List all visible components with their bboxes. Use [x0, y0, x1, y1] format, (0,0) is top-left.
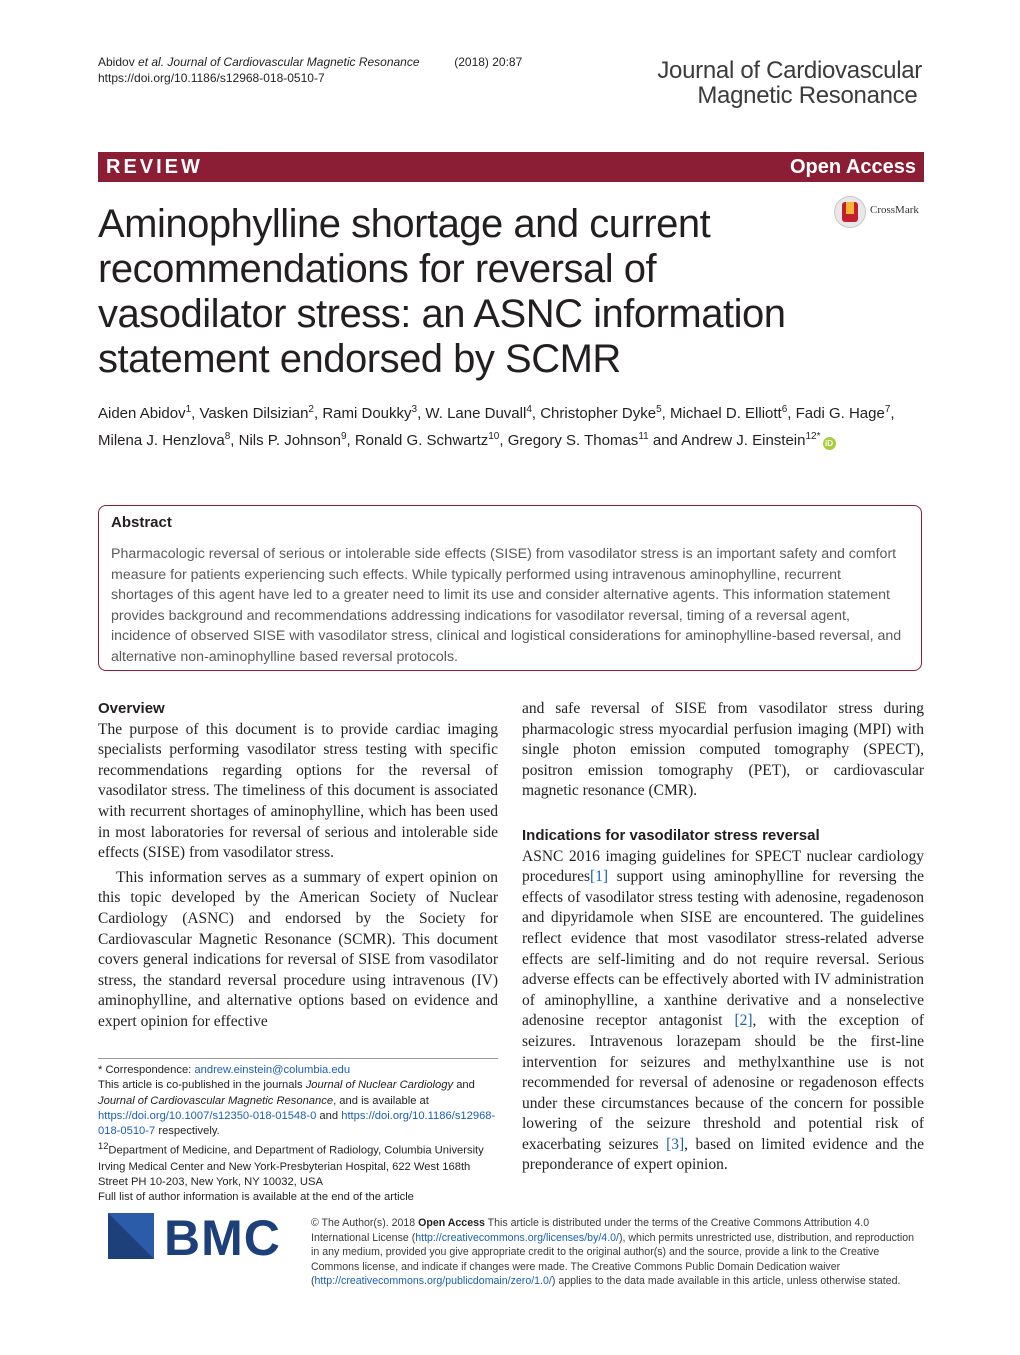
overview-heading: Overview [98, 700, 165, 717]
author-separator: , [531, 405, 541, 422]
author-affiliation-sup: 6 [781, 404, 788, 415]
copub-text-2: and [453, 1079, 475, 1092]
author-name: Vasken Dilsizian [199, 405, 309, 422]
author-separator: , [191, 405, 200, 422]
copub-text-1: This article is co-published in the journals [98, 1079, 306, 1092]
copub-link-2[interactable]: https://doi.org/10.1186/s12968-018-0510-7 [98, 1109, 496, 1138]
bmc-logo-icon [108, 1213, 154, 1259]
author-name: Rami Doukky [322, 405, 412, 422]
overview-paragraph-1: The purpose of this document is to provide cardiac imaging specialists performing vasodilator stress testing with specific recommendations regarding options for the reversal of vasodilator stress. The timeliness of this document is associated with recurrent shortages of aminophylline, which has been used in most laboratories for reversal of serious and intolerable side effects (SISE) from vasodilator stress. [98, 720, 498, 862]
journal-logo-line1: Journal of Cardiovascular [657, 57, 922, 84]
author-separator: , [890, 405, 895, 422]
copublication-note [98, 1078, 498, 1139]
license-open-access: Open Access [418, 1217, 485, 1229]
license-link-cc0[interactable]: http://creativecommons.org/publicdomain/zero/1.0/ [314, 1275, 552, 1287]
copub-text-4: and [316, 1109, 342, 1122]
indications-text-d: , based on limited evidence and the preponderance of expert opinion. [522, 1135, 925, 1174]
indications-text-c: , with the exception of seizures. Intravenous lorazepam should be the first-line intervention for seizures and methylxanthine use is not recommended for reversal of adenosine or regadenoson effects under these circumstances because of the concern for possible lowering of the seizure threshold and potential risk of exacerbating seizures [522, 1012, 925, 1153]
author-list [98, 398, 924, 452]
author-separator: , [313, 405, 323, 422]
author-affiliation-sup: 12* [805, 431, 821, 442]
article-type-banner [98, 152, 924, 182]
header-year-volume: (2018) 20:87 [454, 55, 523, 69]
author-separator: , [417, 405, 426, 422]
copub-journal-2: Journal of Cardiovascular Magnetic Resonance [98, 1094, 334, 1107]
author-name: Nils P. Johnson [238, 432, 341, 449]
license-text-1: This article is distributed under the terms of the Creative Commons Attribution 4.0 International License ( [311, 1217, 870, 1244]
correspondence-label: * Correspondence: [98, 1064, 195, 1076]
journal-logo-line2: Magnetic Resonance [697, 82, 918, 109]
open-access-label: Open Access [790, 156, 916, 178]
correspondence-email[interactable]: andrew.einstein@columbia.edu [194, 1064, 351, 1076]
author-affiliation-sup: 9 [340, 431, 347, 442]
author-name: Gregory S. Thomas [507, 432, 639, 449]
citation-3[interactable]: [3] [666, 1135, 685, 1153]
author-name: W. Lane Duvall [425, 405, 527, 422]
author-name: Andrew J. Einstein [681, 432, 806, 449]
author-affiliation-sup: 1 [185, 404, 192, 415]
author-affiliation-sup: 7 [884, 404, 891, 415]
indications-text-b: support using aminophylline for reversing the effects of vasodilator stress testing with adenosine, regadenoson and dipyridamole when SISE are encountered. The guidelines reflect evidence that most vasodilator stress-related adverse effects are self-limiting and do not require reversal. Serious adverse effects can be effectively aborted with IV administration of aminophylline, a xanthine derivative and a nonselective adenosine receptor antagonist [522, 868, 924, 1030]
right-column [522, 699, 924, 1176]
license-text-2: ), which permits unrestricted use, distribution, and reproduction in any medium, provided you give appropriate credit to the original author(s) and the source, provide a link to the Creative Commons license, and indicate if changes were made. The Creative Commons Public Domain Dedication waiver ( [311, 1231, 914, 1287]
author-name: Christopher Dyke [540, 405, 657, 422]
header-authors: Abidov [98, 55, 139, 69]
affiliation [98, 1139, 498, 1190]
copub-text-3: , and is available at [333, 1094, 429, 1107]
author-name: Michael D. Elliott [670, 405, 782, 422]
author-affiliation-sup: 8 [224, 431, 231, 442]
author-affiliation-sup: 4 [526, 404, 532, 415]
abstract-heading: Abstract [111, 514, 172, 531]
header-journal: Journal of Cardiovascular Magnetic Resonance [167, 55, 420, 69]
author-affiliation-sup: 2 [308, 404, 314, 415]
crossmark-icon [834, 196, 866, 228]
author-separator: and [648, 432, 682, 449]
abstract-box [98, 505, 922, 671]
author-separator: , [787, 405, 796, 422]
license-link-cc-by[interactable]: http://creativecommons.org/licenses/by/4.0/ [415, 1231, 619, 1244]
author-affiliation-sup: 5 [656, 404, 662, 415]
author-affiliation-sup: 11 [638, 431, 649, 442]
author-info-note: Full list of author information is available at the end of the article [98, 1191, 414, 1204]
affiliation-text: Department of Medicine, and Department of Radiology, Columbia University Irving Medical Center and New York-Presbyterian Hospital, 622 West 168th Street PH 10-203, New York, NY 10032, USA [98, 1145, 484, 1188]
overview-paragraph-continued: and safe reversal of SISE from vasodilator stress during pharmacologic stress myocardial perfusion imaging (MPI) with single photon emission computed tomography (SPECT), positron emission tomography (PET), or cardiovascular magnetic resonance (CMR). [522, 700, 924, 800]
author-name: Milena J. Henzlova [98, 432, 225, 449]
footnote-divider [98, 1058, 498, 1059]
header-et-al: et al. [138, 55, 165, 69]
crossmark-label: CrossMark [870, 204, 919, 216]
license-copyright: © The Author(s). 2018 [311, 1217, 419, 1229]
correspondence [98, 1063, 498, 1078]
journal-logo [657, 58, 922, 108]
license-text-3: ) applies to the data made available in this article, unless otherwise stated. [551, 1275, 901, 1287]
affiliation-number: 12 [98, 1141, 109, 1152]
license-notice [311, 1216, 923, 1289]
author-separator: , [346, 432, 355, 449]
copub-journal-1: Journal of Nuclear Cardiology [305, 1079, 454, 1092]
article-type: REVIEW [106, 156, 203, 178]
citation-2[interactable]: [2] [734, 1012, 753, 1030]
indications-heading: Indications for vasodilator stress reversal [522, 826, 820, 844]
copub-text-5: respectively. [155, 1125, 220, 1138]
article-title: Aminophylline shortage and current recommendations for reversal of vasodilator stress: an ASNC information statement endorsed by SCMR [98, 202, 786, 381]
footnotes [98, 1063, 498, 1205]
author-name: Fadi G. Hage [795, 405, 885, 422]
overview-paragraph-2: This information serves as a summary of expert opinion on this topic developed by the American Society of Nuclear Cardiology (ASNC) and endorsed by the Society for Cardiovascular Magnetic Resonance (SCMR). This document covers general indications for reversal of SISE from vasodilator stress, the standard reversal procedure using intravenous (IV) aminophylline, and alternative options based on evidence and expert opinion for effective [98, 868, 498, 1030]
bmc-logo-text: BMC [164, 1210, 281, 1266]
orcid-icon[interactable]: iD [823, 437, 836, 450]
crossmark-badge[interactable] [830, 194, 924, 228]
header-doi[interactable]: https://doi.org/10.1186/s12968-018-0510-7 [98, 71, 325, 85]
running-header [98, 55, 522, 69]
bmc-logo [108, 1210, 288, 1266]
abstract-text: Pharmacologic reversal of serious or intolerable side effects (SISE) from vasodilator stress is an important safety and comfort measure for patients experiencing such effects. While typically performed using intravenous aminophylline, recurrent shortages of this agent have led to a greater need to limit its use and consider alternative agents. This information statement provides background and recommendations addressing indications for vasodilator reversal, timing of a reversal agent, incidence of observed SISE with vasodilator stress, clinical and logistical considerations for aminophylline-based reversal, and alternative non-aminophylline based reversal protocols. [111, 546, 902, 665]
citation-1[interactable]: [1] [590, 868, 609, 886]
author-name: Aiden Abidov [98, 405, 186, 422]
copub-link-1[interactable]: https://doi.org/10.1007/s12350-018-01548-0 [98, 1109, 317, 1122]
author-affiliation-sup: 10 [488, 431, 500, 442]
author-separator: , [499, 432, 508, 449]
indications-paragraph [522, 847, 924, 1177]
author-name: Ronald G. Schwartz [354, 432, 489, 449]
author-separator: , [661, 405, 671, 422]
author-separator: , [230, 432, 239, 449]
author-affiliation-sup: 3 [411, 404, 418, 415]
indications-text-a: ASNC 2016 imaging guidelines for SPECT nuclear cardiology procedures [522, 847, 924, 886]
left-column [98, 699, 498, 1033]
